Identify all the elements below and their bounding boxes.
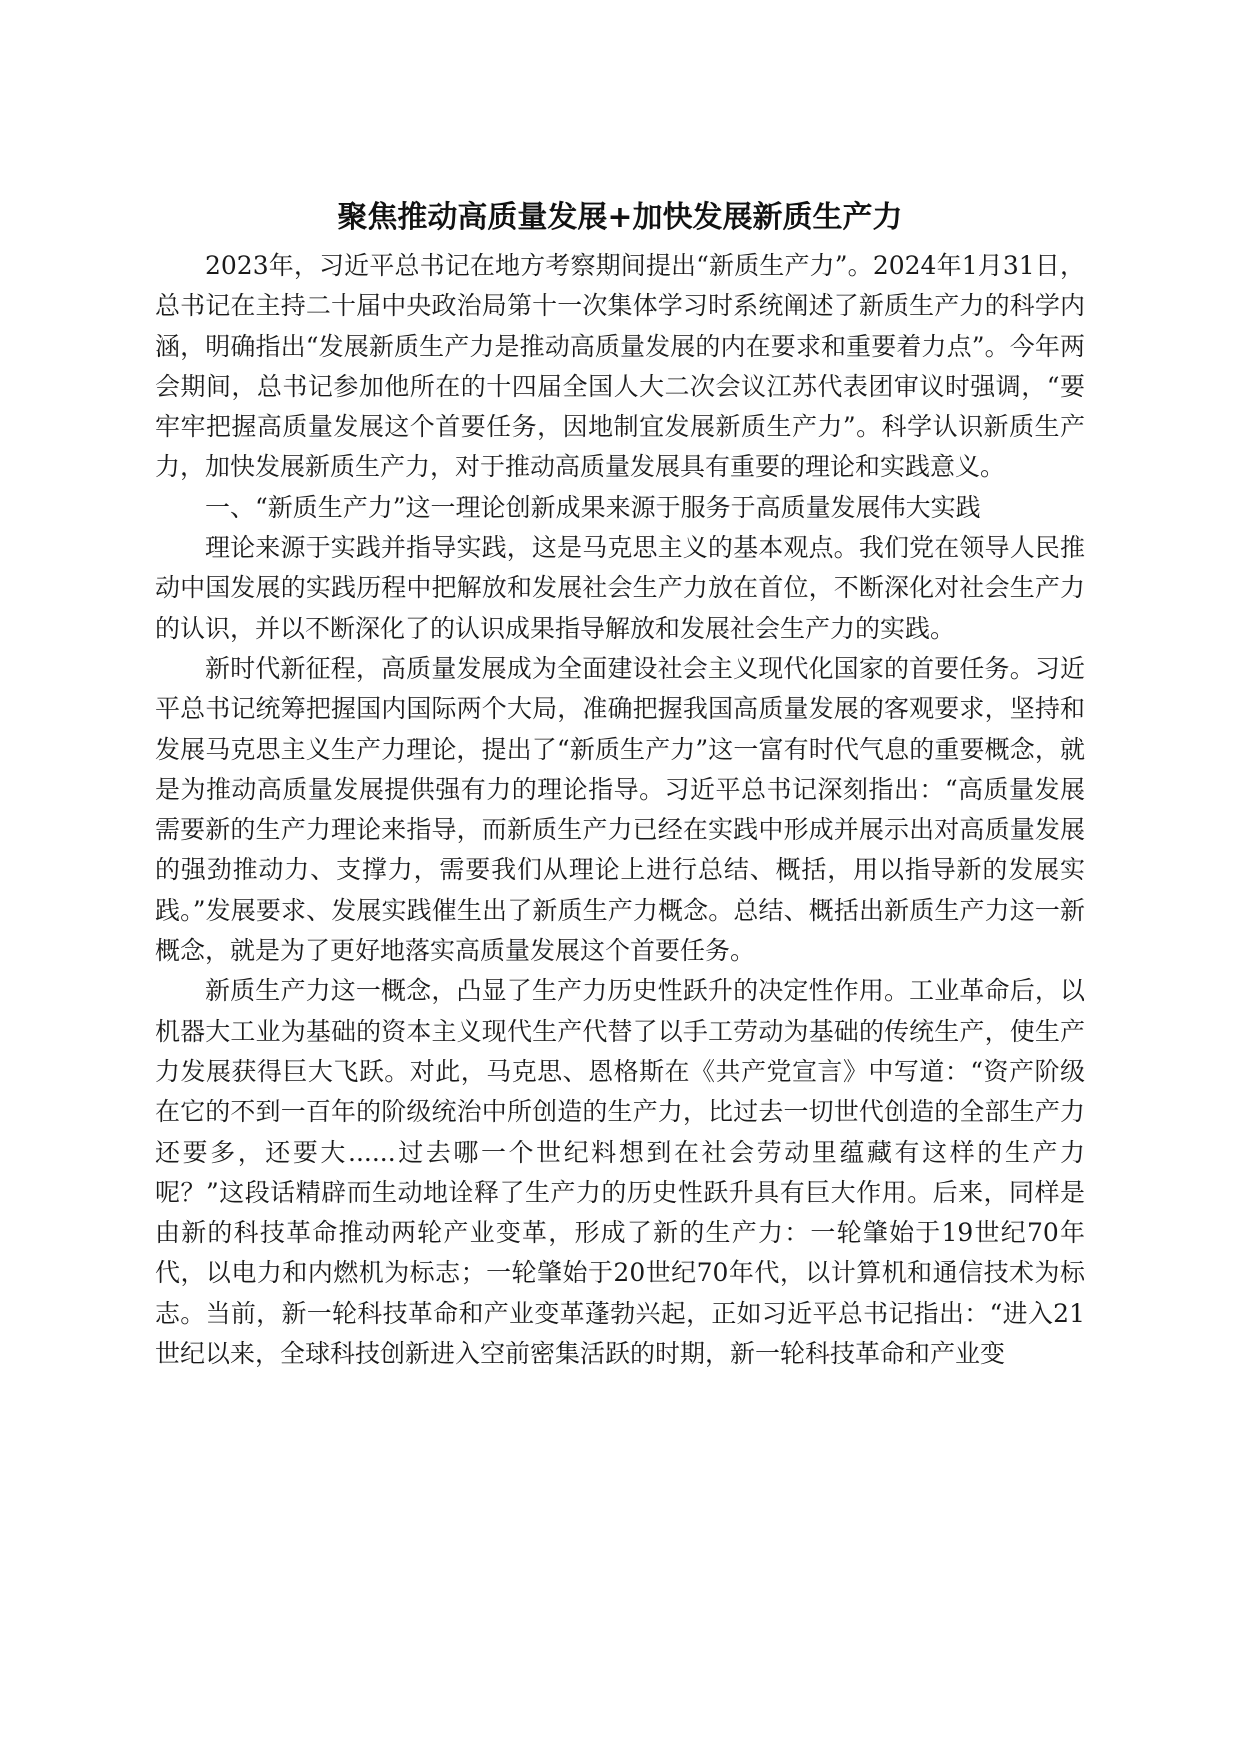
paragraph-new-era: 新时代新征程，高质量发展成为全面建设社会主义现代化国家的首要任务。习近平总书记统筹把握国内国际两个大局，准确把握我国高质量发展的客观要求，坚持和发展马克思主义生产力理论，提出了“新质生产力”这一富有时代气息的重要概念，就是为推动高质量发展提供强有力的理论指导。习近平总书记深刻指出：“高质量发展需要新的生产力理论来指导，而新质生产力已经在实践中形成并展示出对高质量发展的强劲推动力、支撑力，需要我们从理论上进行总结、概括，用以指导新的发展实践。”发展要求、发展实践催生出了新质生产力概念。总结、概括出新质生产力这一新概念，就是为了更好地落实高质量发展这个首要任务。 (155, 653, 1085, 966)
paragraph-productivity-leap: 新质生产力这一概念，凸显了生产力历史性跃升的决定性作用。工业革命后，以机器大工业为基础的资本主义现代生产代替了以手工劳动为基础的传统生产，使生产力发展获得巨大飞跃。对此，马克思、恩格斯在《共产党宣言》中写道：“资产阶级在它的不到一百年的阶级统治中所创造的生产力，比过去一切世代创造的全部生产力还要多，还要大......过去哪一个世纪料想到在社会劳动里蕴藏有这样的生产力呢？”这段话精辟而生动地诠释了生产力的历史性跃升具有巨大作用。后来，同样是由新的科技革命推动两轮产业变革，形成了新的生产力：一轮肇始于19世纪70年代，以电力和内燃机为标志；一轮肇始于20世纪70年代，以计算机和通信技术为标志。当前，新一轮科技革命和产业变革蓬勃兴起，正如习近平总书记指出：“进入21世纪以来，全球科技创新进入空前密集活跃的时期，新一轮科技革命和产业变 (155, 976, 1085, 1369)
section-heading-1: 一、“新质生产力”这一理论创新成果来源于服务于高质量发展伟大实践 (205, 492, 981, 522)
document-page (155, 196, 1085, 1374)
paragraph-intro: 2023年，习近平总书记在地方考察期间提出“新质生产力”。2024年1月31日，总书记在主持二十届中央政治局第十一次集体学习时系统阐述了新质生产力的科学内涵，明确指出“发展新质生产力是推动高质量发展的内在要求和重要着力点”。今年两会期间，总书记参加他所在的十四届全国人大二次会议江苏代表团审议时强调，“要牢牢把握高质量发展这个首要任务，因地制宜发展新质生产力”。科学认识新质生产力，加快发展新质生产力，对于推动高质量发展具有重要的理论和实践意义。 (155, 251, 1085, 482)
paragraph-theory: 理论来源于实践并指导实践，这是马克思主义的基本观点。我们党在领导人民推动中国发展的实践历程中把解放和发展社会生产力放在首位，不断深化对社会生产力的认识，并以不断深化了的认识成果指导解放和发展社会生产力的实践。 (155, 533, 1085, 643)
document-title: 聚焦推动高质量发展+加快发展新质生产力 (337, 200, 903, 235)
